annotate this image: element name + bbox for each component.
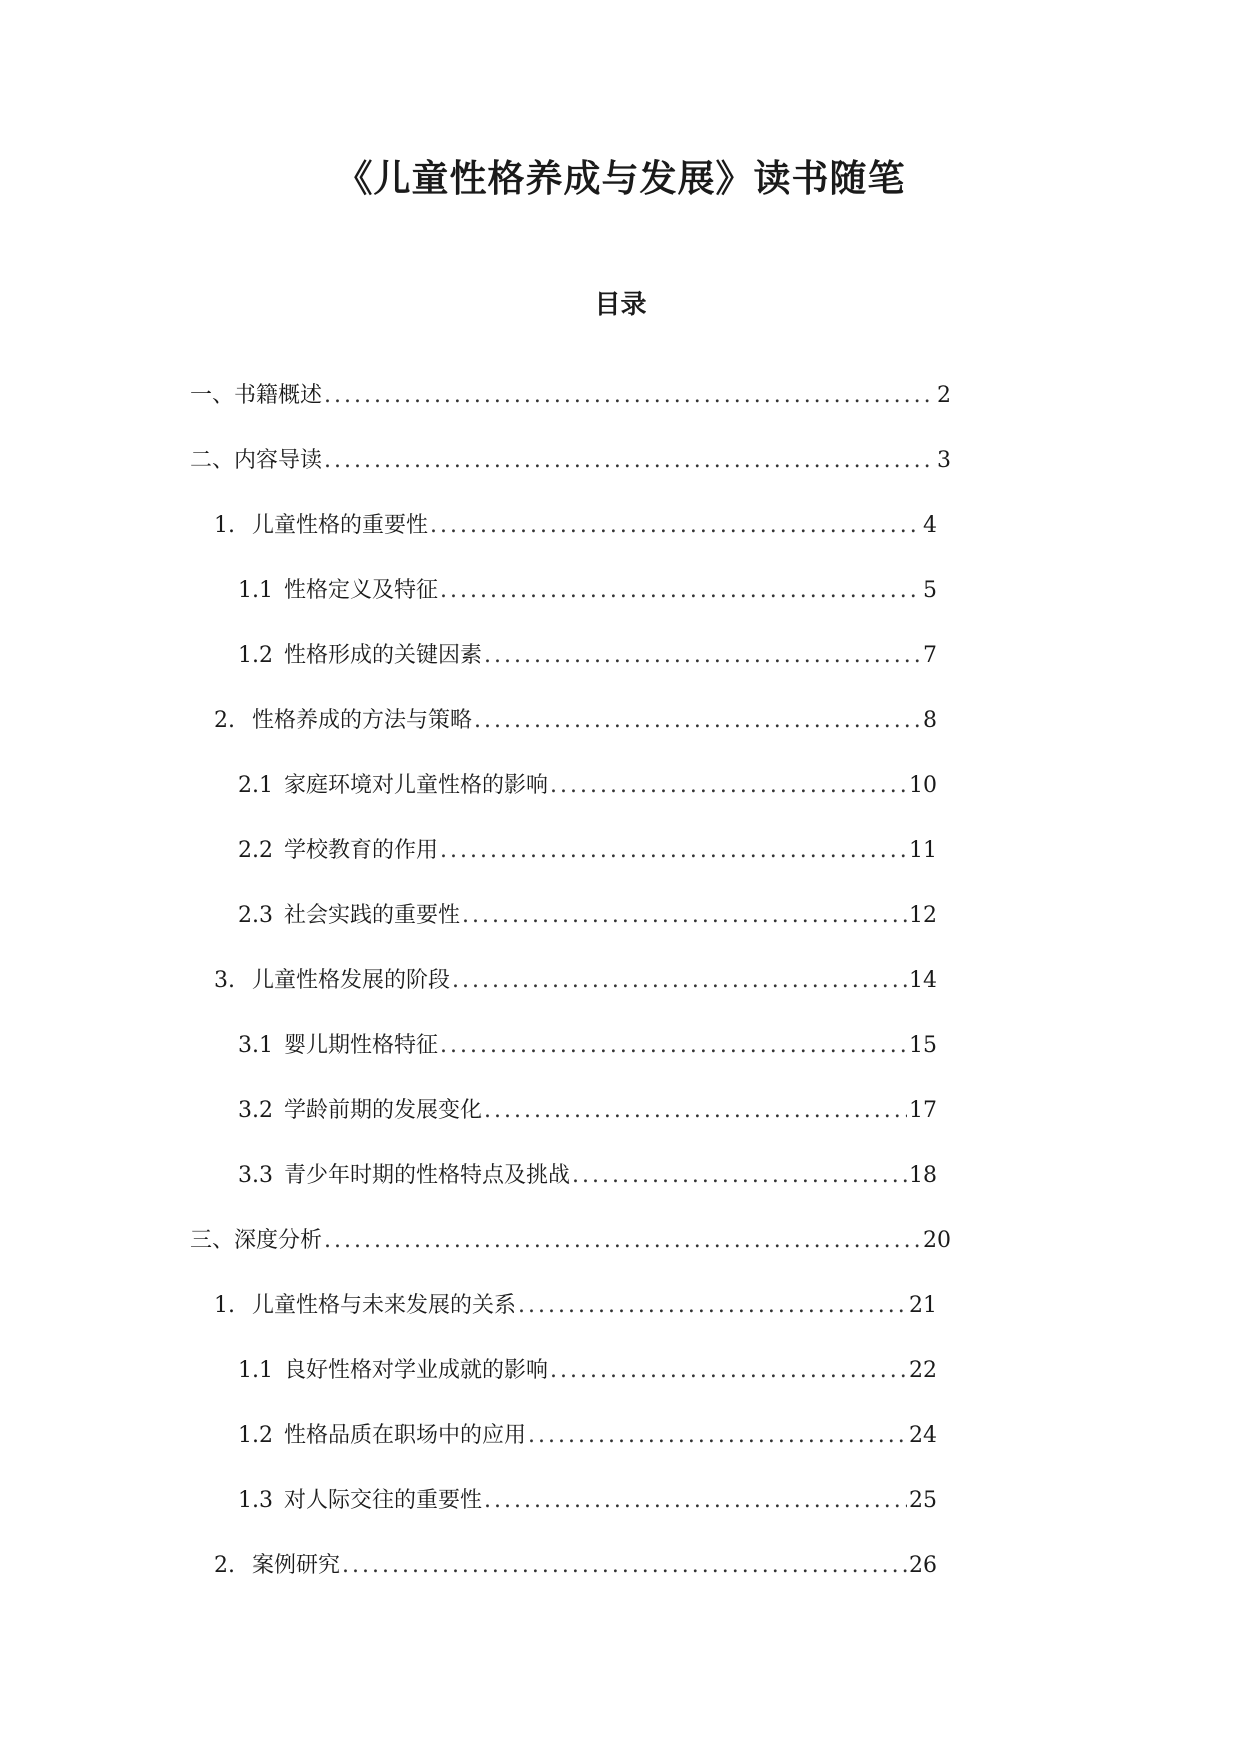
toc-entry-number: 1.2 xyxy=(238,1423,273,1448)
toc-entry xyxy=(0,1093,1241,1158)
toc-page-number: 24 xyxy=(909,1423,937,1448)
toc-entry-number: 3.3 xyxy=(238,1163,273,1188)
toc-page-number: 20 xyxy=(923,1228,951,1253)
toc-entry xyxy=(0,898,1241,963)
toc-entry-title: 儿童性格发展的阶段 xyxy=(252,968,451,993)
toc-entry-title: 婴儿期性格特征 xyxy=(284,1033,439,1058)
toc-dot-leader xyxy=(484,1098,907,1123)
toc-entry-title: 性格品质在职场中的应用 xyxy=(284,1423,527,1448)
toc-entry-number: 3.2 xyxy=(238,1098,273,1123)
toc-entry-title: 一、书籍概述 xyxy=(190,383,323,408)
toc-entry-number: 1. xyxy=(214,1293,235,1318)
toc-entry xyxy=(0,1223,1241,1288)
toc-entry-title: 性格形成的关键因素 xyxy=(284,643,483,668)
toc-page-number: 7 xyxy=(923,643,937,668)
toc-dot-leader xyxy=(430,513,921,538)
toc-page-number: 26 xyxy=(909,1553,937,1578)
toc-entry-title: 案例研究 xyxy=(252,1553,341,1578)
toc-entry-number: 1.1 xyxy=(238,1358,273,1383)
toc-page-number: 18 xyxy=(909,1163,937,1188)
toc-entry xyxy=(0,378,1241,443)
toc-dot-leader xyxy=(342,1553,907,1578)
document-title: 《儿童性格养成与发展》读书随笔 xyxy=(335,157,906,200)
toc-entry xyxy=(0,768,1241,833)
toc-entry xyxy=(0,1418,1241,1483)
toc-dot-leader xyxy=(324,383,935,408)
toc-page-number: 11 xyxy=(909,838,937,863)
toc-entry xyxy=(0,508,1241,573)
toc-entry-title: 对人际交往的重要性 xyxy=(284,1488,483,1513)
toc-entry-title: 社会实践的重要性 xyxy=(284,903,461,928)
toc-entry xyxy=(0,1483,1241,1548)
toc-heading: 目录 xyxy=(594,290,647,320)
toc-entry-number: 2.1 xyxy=(238,773,273,798)
toc-dot-leader xyxy=(550,1358,907,1383)
toc-page-number: 3 xyxy=(937,448,951,473)
toc-entry xyxy=(0,833,1241,898)
toc-entry-title: 儿童性格与未来发展的关系 xyxy=(252,1293,517,1318)
toc-entry-number: 2. xyxy=(214,1553,235,1578)
toc-entry-number: 1.3 xyxy=(238,1488,273,1513)
toc-entry-number: 2.2 xyxy=(238,838,273,863)
toc-entry xyxy=(0,573,1241,638)
toc-entry xyxy=(0,1548,1241,1613)
toc-dot-leader xyxy=(474,708,921,733)
toc-dot-leader xyxy=(324,448,935,473)
toc-entry xyxy=(0,1158,1241,1223)
toc-entry xyxy=(0,1028,1241,1093)
toc-entry xyxy=(0,703,1241,768)
toc-entry-number: 3.1 xyxy=(238,1033,273,1058)
toc-entry-title: 二、内容导读 xyxy=(190,448,323,473)
toc-dot-leader xyxy=(324,1228,921,1253)
toc-entry-title: 家庭环境对儿童性格的影响 xyxy=(284,773,549,798)
toc-entry xyxy=(0,1353,1241,1418)
toc-entry-title: 青少年时期的性格特点及挑战 xyxy=(284,1163,571,1188)
toc-entry-title: 学校教育的作用 xyxy=(284,838,439,863)
toc-entry-title: 性格养成的方法与策略 xyxy=(252,708,473,733)
toc-dot-leader xyxy=(452,968,907,993)
toc-entry-number: 2. xyxy=(214,708,235,733)
toc-page-number: 12 xyxy=(909,903,937,928)
toc-entry-number: 3. xyxy=(214,968,235,993)
toc-entry-number: 1.2 xyxy=(238,643,273,668)
toc-dot-leader xyxy=(518,1293,907,1318)
toc-dot-leader xyxy=(440,838,907,863)
toc-entry-title: 儿童性格的重要性 xyxy=(252,513,429,538)
toc-dot-leader xyxy=(440,578,921,603)
toc-dot-leader xyxy=(484,1488,907,1513)
toc-entry xyxy=(0,1288,1241,1353)
toc-page-number: 17 xyxy=(909,1098,937,1123)
toc-dot-leader xyxy=(528,1423,907,1448)
toc-dot-leader xyxy=(440,1033,907,1058)
toc-entry xyxy=(0,443,1241,508)
toc-dot-leader xyxy=(572,1163,907,1188)
toc-entry-number: 1.1 xyxy=(238,578,273,603)
toc-entry-number: 1. xyxy=(214,513,235,538)
toc-entry xyxy=(0,963,1241,1028)
toc-entry xyxy=(0,638,1241,703)
toc-page-number: 22 xyxy=(909,1358,937,1383)
toc-page-number: 10 xyxy=(909,773,937,798)
toc-dot-leader xyxy=(484,643,921,668)
toc-entry-title: 性格定义及特征 xyxy=(284,578,439,603)
toc-entry-title: 三、深度分析 xyxy=(190,1228,323,1253)
toc-page-number: 2 xyxy=(937,383,951,408)
toc-page-number: 15 xyxy=(909,1033,937,1058)
toc-page-number: 14 xyxy=(909,968,937,993)
toc-page-number: 4 xyxy=(923,513,937,538)
toc-entry-title: 学龄前期的发展变化 xyxy=(284,1098,483,1123)
toc-page-number: 5 xyxy=(923,578,937,603)
toc-entry-number: 2.3 xyxy=(238,903,273,928)
toc-dot-leader xyxy=(550,773,907,798)
toc-page-number: 8 xyxy=(923,708,937,733)
toc-dot-leader xyxy=(462,903,907,928)
toc-page-number: 25 xyxy=(909,1488,937,1513)
table-of-contents xyxy=(0,378,1241,1613)
toc-entry-title: 良好性格对学业成就的影响 xyxy=(284,1358,549,1383)
toc-page-number: 21 xyxy=(909,1293,937,1318)
